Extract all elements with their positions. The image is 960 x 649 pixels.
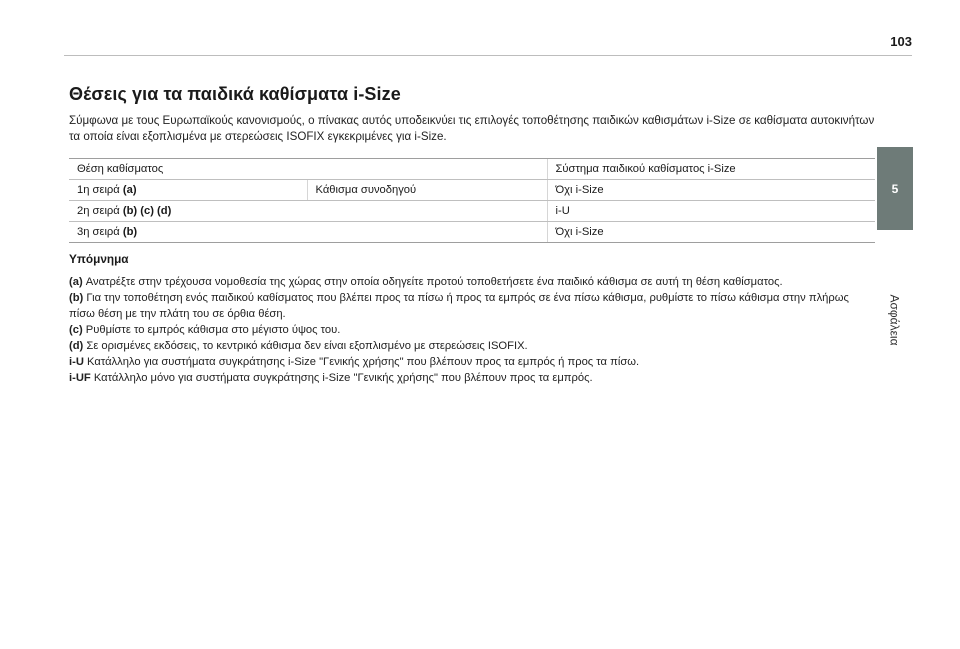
legend-text: Κατάλληλο για συστήματα συγκράτησης i-Size "Γενικής χρήσης" που βλέπουν προς τα εμπρός ή προς τα πίσω. [87,356,640,368]
row-seat-label: 3η σειρά [77,226,120,238]
legend-key: i-UF [69,372,91,384]
legend-key: (a) [69,276,83,288]
legend-item [69,370,875,386]
row-seat [69,201,547,222]
chapter-number: 5 [891,181,899,196]
table-row [69,180,875,201]
legend-text: Σε ορισμένες εκδόσεις, το κεντρικό κάθισμα δεν είναι εξοπλισμένο με στερεώσεις ISOFIX. [86,340,528,352]
main-content [69,84,875,386]
legend-item [69,322,875,338]
legend-item [69,274,875,290]
row-system: Όχι i-Size [547,222,875,243]
chapter-title: Ασφάλεια [888,294,902,346]
legend-text: Κατάλληλο μόνο για συστήματα συγκράτησης i-Size "Γενικής χρήσης" που βλέπουν προς τα εμπρός. [93,372,593,384]
legend-item [69,290,875,322]
legend-title: Υπόμνημα [69,252,129,266]
legend-item [69,338,875,354]
row-seat [69,180,307,201]
row-seat-label: 2η σειρά [77,205,120,217]
legend-key: i-U [69,356,84,368]
legend-list [69,274,875,386]
legend-key: (b) [69,292,84,304]
legend-item [69,354,875,370]
table-row [69,201,875,222]
row-seat-label: 1η σειρά [77,184,120,196]
header-seat-position: Θέση καθίσματος [69,159,547,180]
legend-text: Ανατρέξτε στην τρέχουσα νομοθεσία της χώρας στην οποία οδηγείτε προτού τοποθετήσετε ένα παιδικό κάθισμα σε αυτή τη θέση καθίσματος. [85,276,783,288]
header-divider [64,55,912,56]
section-title: Θέσεις για τα παιδικά καθίσματα i-Size [69,84,401,104]
header-isize-system: Σύστημα παιδικού καθίσματος i-Size [547,159,875,180]
row-position: Κάθισμα συνοδηγού [307,180,547,201]
row-system: i-U [547,201,875,222]
page-number: 103 [890,34,912,49]
legend-key: (c) [69,324,83,336]
row-seat [69,222,547,243]
seat-positions-table [69,158,875,243]
chapter-label [884,290,906,350]
row-seat-refs: (a) [122,184,137,196]
row-seat-refs: (b) (c) (d) [122,205,172,217]
legend-text: Ρυθμίστε το εμπρός κάθισμα στο μέγιστο ύψος του. [85,324,341,336]
section-intro: Σύμφωνα με τους Ευρωπαϊκούς κανονισμούς, ο πίνακας αυτός υποδεικνύει τις επιλογές τοποθέτησης παιδικών καθισμάτων i-Size σε καθίσματα αυτοκινήτων τα οποία είναι εξοπλισμένα με στερεώσεις ISOFIX εγκεκριμένες για i-Size. [69,114,875,143]
legend-key: (d) [69,340,84,352]
row-seat-refs: (b) [122,226,138,238]
row-system: Όχι i-Size [547,180,875,201]
table-header-row [69,159,875,180]
legend-text: Για την τοποθέτηση ενός παιδικού καθίσματος που βλέπει προς τα πίσω ή προς τα εμπρός σε ένα πίσω κάθισμα, ρυθμίστε το πίσω κάθισμα στην πλήρως πίσω θέση με την πλάτη του σε όρθια θέση. [69,292,849,320]
table-row [69,222,875,243]
chapter-tab[interactable] [877,147,913,230]
